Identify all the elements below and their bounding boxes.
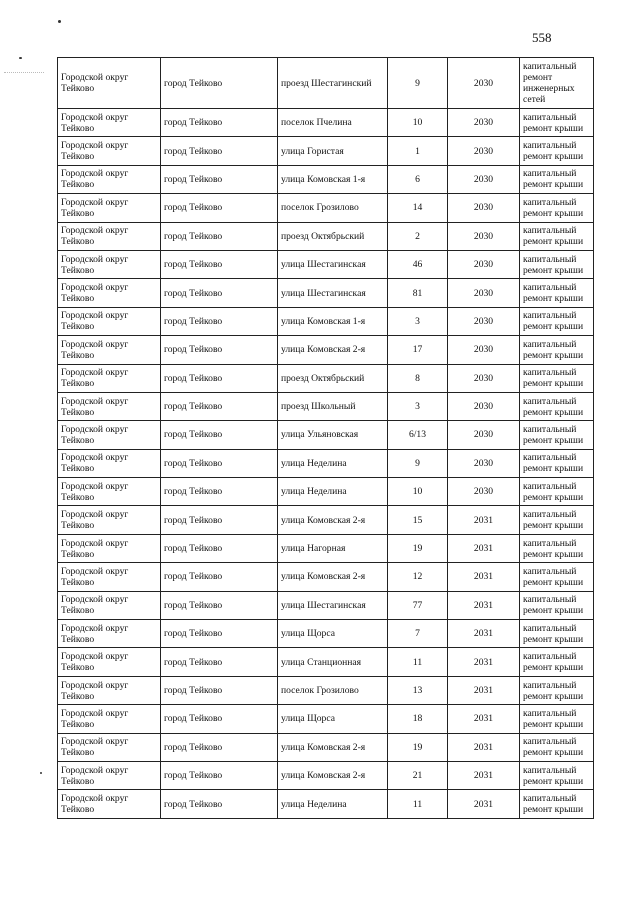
table-row — [58, 648, 594, 676]
city-cell: город Тейково — [161, 676, 278, 704]
city-cell: город Тейково — [161, 137, 278, 165]
work-type-cell: капитальный ремонт крыши — [520, 279, 594, 307]
street-cell: улица Шестагинская — [278, 279, 388, 307]
street-cell: улица Комовская 2-я — [278, 506, 388, 534]
work-type-cell: капитальный ремонт крыши — [520, 364, 594, 392]
work-type-cell: капитальный ремонт крыши — [520, 648, 594, 676]
city-cell: город Тейково — [161, 534, 278, 562]
work-type-cell: капитальный ремонт крыши — [520, 392, 594, 420]
table-row — [58, 591, 594, 619]
street-cell: улица Неделина — [278, 790, 388, 818]
house-number-cell: 6 — [388, 165, 448, 193]
district-cell: Городской округ Тейково — [58, 761, 161, 789]
street-cell: улица Нагорная — [278, 534, 388, 562]
house-number-cell: 46 — [388, 250, 448, 278]
year-cell: 2030 — [448, 165, 520, 193]
city-cell: город Тейково — [161, 421, 278, 449]
table-row — [58, 733, 594, 761]
city-cell: город Тейково — [161, 620, 278, 648]
year-cell: 2031 — [448, 506, 520, 534]
district-cell: Городской округ Тейково — [58, 222, 161, 250]
table-row — [58, 705, 594, 733]
city-cell: город Тейково — [161, 194, 278, 222]
table-row — [58, 790, 594, 818]
work-type-cell: капитальный ремонт крыши — [520, 336, 594, 364]
table-row — [58, 761, 594, 789]
district-cell: Городской округ Тейково — [58, 563, 161, 591]
street-cell: поселок Пчелина — [278, 109, 388, 137]
table-body — [58, 58, 594, 819]
house-number-cell: 19 — [388, 534, 448, 562]
city-cell: город Тейково — [161, 250, 278, 278]
house-number-cell: 11 — [388, 648, 448, 676]
district-cell: Городской округ Тейково — [58, 364, 161, 392]
year-cell: 2030 — [448, 279, 520, 307]
district-cell: Городской округ Тейково — [58, 705, 161, 733]
district-cell: Городской округ Тейково — [58, 336, 161, 364]
table-row — [58, 421, 594, 449]
year-cell: 2031 — [448, 733, 520, 761]
house-number-cell: 19 — [388, 733, 448, 761]
work-type-cell: капитальный ремонт крыши — [520, 478, 594, 506]
city-cell: город Тейково — [161, 336, 278, 364]
table-row — [58, 364, 594, 392]
year-cell: 2030 — [448, 364, 520, 392]
district-cell: Городской округ Тейково — [58, 676, 161, 704]
work-type-cell: капитальный ремонт крыши — [520, 733, 594, 761]
street-cell: проезд Октябрьский — [278, 364, 388, 392]
scan-speck — [19, 57, 22, 59]
work-type-cell: капитальный ремонт крыши — [520, 165, 594, 193]
district-cell: Городской округ Тейково — [58, 648, 161, 676]
street-cell: улица Щорса — [278, 705, 388, 733]
year-cell: 2030 — [448, 478, 520, 506]
district-cell: Городской округ Тейково — [58, 534, 161, 562]
work-type-cell: капитальный ремонт крыши — [520, 137, 594, 165]
year-cell: 2031 — [448, 705, 520, 733]
city-cell: город Тейково — [161, 761, 278, 789]
house-number-cell: 18 — [388, 705, 448, 733]
house-number-cell: 21 — [388, 761, 448, 789]
work-type-cell: капитальный ремонт крыши — [520, 563, 594, 591]
district-cell: Городской округ Тейково — [58, 165, 161, 193]
district-cell: Городской округ Тейково — [58, 307, 161, 335]
street-cell: поселок Грозилово — [278, 194, 388, 222]
city-cell: город Тейково — [161, 563, 278, 591]
table-row — [58, 563, 594, 591]
district-cell: Городской округ Тейково — [58, 733, 161, 761]
house-number-cell: 1 — [388, 137, 448, 165]
house-number-cell: 8 — [388, 364, 448, 392]
district-cell: Городской округ Тейково — [58, 506, 161, 534]
street-cell: улица Шестагинская — [278, 250, 388, 278]
year-cell: 2030 — [448, 250, 520, 278]
city-cell: город Тейково — [161, 109, 278, 137]
house-number-cell: 14 — [388, 194, 448, 222]
city-cell: город Тейково — [161, 478, 278, 506]
street-cell: поселок Грозилово — [278, 676, 388, 704]
work-type-cell: капитальный ремонт крыши — [520, 449, 594, 477]
house-number-cell: 2 — [388, 222, 448, 250]
district-cell: Городской округ Тейково — [58, 392, 161, 420]
city-cell: город Тейково — [161, 705, 278, 733]
scan-speck — [40, 772, 42, 774]
house-number-cell: 3 — [388, 307, 448, 335]
repair-schedule-table — [57, 57, 594, 819]
year-cell: 2030 — [448, 194, 520, 222]
work-type-cell: капитальный ремонт крыши — [520, 307, 594, 335]
district-cell: Городской округ Тейково — [58, 279, 161, 307]
table-row — [58, 534, 594, 562]
district-cell: Городской округ Тейково — [58, 449, 161, 477]
street-cell: улица Неделина — [278, 478, 388, 506]
scan-margin-marks — [4, 72, 44, 74]
street-cell: проезд Октябрьский — [278, 222, 388, 250]
city-cell: город Тейково — [161, 591, 278, 619]
year-cell: 2031 — [448, 676, 520, 704]
year-cell: 2031 — [448, 534, 520, 562]
table-row — [58, 449, 594, 477]
district-cell: Городской округ Тейково — [58, 250, 161, 278]
year-cell: 2030 — [448, 307, 520, 335]
district-cell: Городской округ Тейково — [58, 790, 161, 818]
city-cell: город Тейково — [161, 733, 278, 761]
district-cell: Городской округ Тейково — [58, 478, 161, 506]
table-row — [58, 307, 594, 335]
work-type-cell: капитальный ремонт крыши — [520, 250, 594, 278]
year-cell: 2030 — [448, 222, 520, 250]
street-cell: улица Неделина — [278, 449, 388, 477]
house-number-cell: 9 — [388, 449, 448, 477]
city-cell: город Тейково — [161, 222, 278, 250]
work-type-cell: капитальный ремонт крыши — [520, 705, 594, 733]
table-row — [58, 620, 594, 648]
street-cell: улица Комовская 2-я — [278, 733, 388, 761]
year-cell: 2031 — [448, 591, 520, 619]
house-number-cell: 13 — [388, 676, 448, 704]
city-cell: город Тейково — [161, 449, 278, 477]
year-cell: 2031 — [448, 563, 520, 591]
work-type-cell: капитальный ремонт крыши — [520, 591, 594, 619]
table-row — [58, 222, 594, 250]
work-type-cell: капитальный ремонт крыши — [520, 222, 594, 250]
work-type-cell: капитальный ремонт крыши — [520, 620, 594, 648]
street-cell: улица Комовская 2-я — [278, 761, 388, 789]
year-cell: 2030 — [448, 421, 520, 449]
city-cell: город Тейково — [161, 790, 278, 818]
house-number-cell: 77 — [388, 591, 448, 619]
year-cell: 2030 — [448, 392, 520, 420]
street-cell: улица Комовская 1-я — [278, 307, 388, 335]
page-number: 558 — [532, 30, 552, 45]
work-type-cell: капитальный ремонт крыши — [520, 761, 594, 789]
house-number-cell: 17 — [388, 336, 448, 364]
work-type-cell: капитальный ремонт инженерных сетей — [520, 58, 594, 109]
street-cell: улица Шестагинская — [278, 591, 388, 619]
table-row — [58, 336, 594, 364]
city-cell: город Тейково — [161, 279, 278, 307]
city-cell: город Тейково — [161, 648, 278, 676]
district-cell: Городской округ Тейково — [58, 421, 161, 449]
year-cell: 2030 — [448, 449, 520, 477]
city-cell: город Тейково — [161, 506, 278, 534]
city-cell: город Тейково — [161, 364, 278, 392]
work-type-cell: капитальный ремонт крыши — [520, 109, 594, 137]
house-number-cell: 12 — [388, 563, 448, 591]
street-cell: улица Комовская 1-я — [278, 165, 388, 193]
house-number-cell: 11 — [388, 790, 448, 818]
house-number-cell: 7 — [388, 620, 448, 648]
house-number-cell: 10 — [388, 478, 448, 506]
district-cell: Городской округ Тейково — [58, 137, 161, 165]
house-number-cell: 15 — [388, 506, 448, 534]
street-cell: улица Гористая — [278, 137, 388, 165]
year-cell: 2031 — [448, 620, 520, 648]
house-number-cell: 6/13 — [388, 421, 448, 449]
work-type-cell: капитальный ремонт крыши — [520, 506, 594, 534]
city-cell: город Тейково — [161, 392, 278, 420]
year-cell: 2031 — [448, 761, 520, 789]
table-row — [58, 506, 594, 534]
table-row — [58, 392, 594, 420]
table-row — [58, 58, 594, 109]
street-cell: проезд Школьный — [278, 392, 388, 420]
street-cell: улица Комовская 2-я — [278, 336, 388, 364]
work-type-cell: капитальный ремонт крыши — [520, 676, 594, 704]
table-row — [58, 137, 594, 165]
street-cell: улица Ульяновская — [278, 421, 388, 449]
year-cell: 2030 — [448, 336, 520, 364]
house-number-cell: 81 — [388, 279, 448, 307]
city-cell: город Тейково — [161, 165, 278, 193]
work-type-cell: капитальный ремонт крыши — [520, 534, 594, 562]
street-cell: улица Комовская 2-я — [278, 563, 388, 591]
table-row — [58, 250, 594, 278]
district-cell: Городской округ Тейково — [58, 58, 161, 109]
table-row — [58, 165, 594, 193]
year-cell: 2030 — [448, 137, 520, 165]
year-cell: 2030 — [448, 109, 520, 137]
city-cell: город Тейково — [161, 58, 278, 109]
scan-speck — [58, 20, 61, 23]
work-type-cell: капитальный ремонт крыши — [520, 194, 594, 222]
street-cell: проезд Шестагинский — [278, 58, 388, 109]
district-cell: Городской округ Тейково — [58, 194, 161, 222]
table-row — [58, 279, 594, 307]
house-number-cell: 10 — [388, 109, 448, 137]
house-number-cell: 3 — [388, 392, 448, 420]
year-cell: 2031 — [448, 648, 520, 676]
street-cell: улица Щорса — [278, 620, 388, 648]
table-row — [58, 109, 594, 137]
district-cell: Городской округ Тейково — [58, 620, 161, 648]
year-cell: 2030 — [448, 58, 520, 109]
district-cell: Городской округ Тейково — [58, 109, 161, 137]
work-type-cell: капитальный ремонт крыши — [520, 421, 594, 449]
house-number-cell: 9 — [388, 58, 448, 109]
table-row — [58, 194, 594, 222]
work-type-cell: капитальный ремонт крыши — [520, 790, 594, 818]
street-cell: улица Станционная — [278, 648, 388, 676]
city-cell: город Тейково — [161, 307, 278, 335]
table-row — [58, 676, 594, 704]
year-cell: 2031 — [448, 790, 520, 818]
table-row — [58, 478, 594, 506]
district-cell: Городской округ Тейково — [58, 591, 161, 619]
